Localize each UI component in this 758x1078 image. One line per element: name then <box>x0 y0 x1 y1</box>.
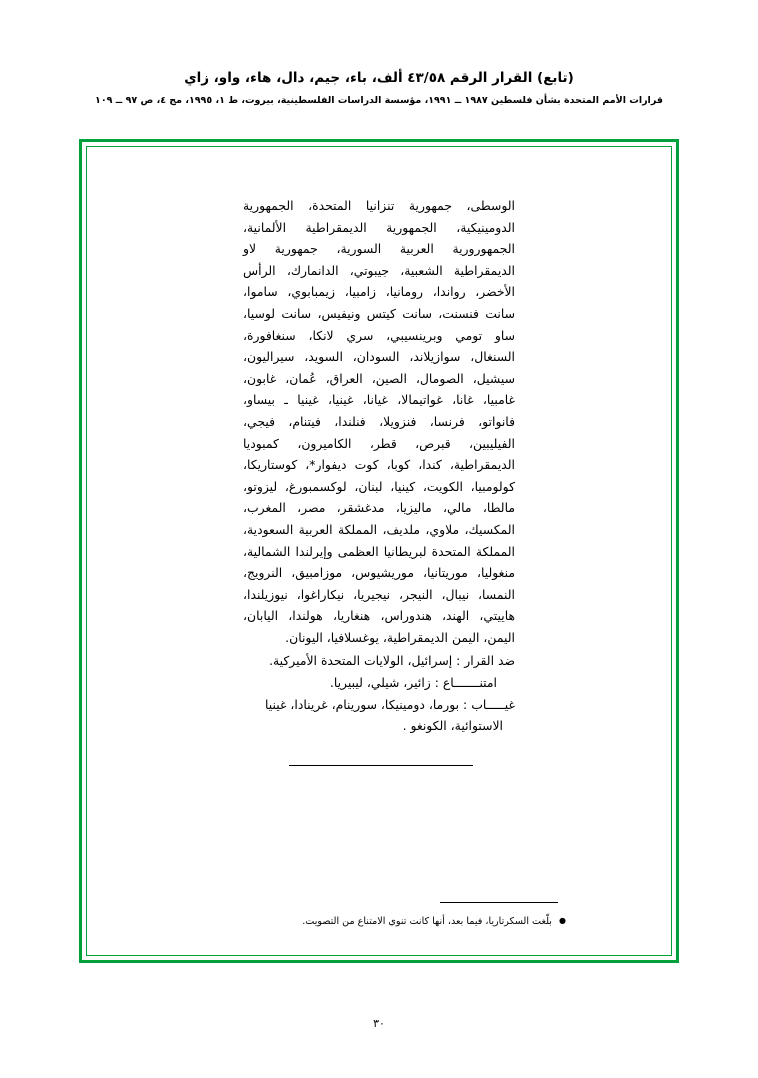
vote-row-absent <box>243 694 515 716</box>
document-body <box>0 195 758 766</box>
vote-separator-absent: : <box>463 696 468 712</box>
vote-value-absent-continuation: الاستوائية، الكونغو . <box>402 718 503 734</box>
vote-value-absent: بورما، دومينيكا، سورينام، غرينادا، غينيا <box>265 696 460 712</box>
footnote-divider <box>440 902 558 903</box>
vote-label-against: ضد القرار <box>464 653 515 669</box>
footnote <box>236 915 566 929</box>
page-header <box>0 68 758 108</box>
footnote-text: بلّغت السكرتاريا، فيما بعد، أنها كانت تنوي الامتناع من التصويت. <box>302 916 552 927</box>
nations-paragraph: الوسطى، جمهورية تنزانيا المتحدة، الجمهورية الدومينيكية، الجمهورية الديمقراطية الألمانية، الجمهورورية العربية السورية، جمهورية لاو الديمقراطية الشعبية، جيبوتي، الدانمارك، الرأس الأخضر، رواندا، رومانيا، زامبيا، زيمبابوي، ساموا، سانت فنسنت، سانت كيتس ونيفيس، سانت لوسيا، ساو تومي وبرينسيبي، سري لانكا، سنغافورة، السنغال، سوازيلاند، السودان، السويد، سيراليون، سيشيل، الصومال، الصين، العراق، عُمان، غابون، غامبيا، غانا، غواتيمالا، غيانا، غينيا، غينيا ـ بيساو، فانواتو، فرنسا، فنزويلا، فنلندا، فيتنام، فيجي، الفيليبين، قبرص، قطر، الكاميرون، كمبوديا الديمقراطية، كندا، كوبا، كوت ديفوار*، كوستاريكا، كولومبيا، الكويت، كينيا، لبنان، لوكسمبورغ، ليزوتو، مالطا، مالي، ماليزيا، مدغشقر، مصر، المغرب، المكسيك، ملاوي، ملديف، المملكة العربية السعودية، المملكة المتحدة لبريطانيا العظمى وإيرلندا الشمالية، منغوليا، موريتانيا، موريشيوس، موزامبيق، النرويج، النمسا، نيبال، النيجر، نيجيريا، نيكاراغوا، نيوزيلندا، هاييتي، الهند، هندوراس، هنغاريا، هولندا، اليابان، اليمن، اليمن الديمقراطية، يوغسلافيا، اليونان. <box>243 198 515 645</box>
text-column <box>243 195 515 766</box>
vote-row-abstain <box>243 672 515 694</box>
vote-separator-against: : <box>456 653 461 669</box>
vote-results <box>243 650 515 736</box>
vote-label-abstain: امتنـــــــاع <box>442 675 497 691</box>
vote-label-absent: غيـــــاب <box>471 696 515 712</box>
section-divider <box>289 765 473 766</box>
footnote-section <box>0 902 758 929</box>
vote-separator-abstain: : <box>434 675 439 691</box>
vote-row-against <box>243 650 515 672</box>
vote-value-abstain: زائير، شيلي، ليبيريا. <box>329 675 431 691</box>
vote-value-against: إسرائيل، الولايات المتحدة الأميركية. <box>269 653 453 669</box>
header-subtitle: قرارات الأمم المتحدة بشأن فلسطين ١٩٨٧ ــ ١٩٩١، مؤسسة الدراسات الفلسطينية، بيروت، ط ١، ١٩٩٥، مج ٤، ص ٩٧ ــ ١٠٩ <box>95 95 663 107</box>
page-number: ٣٠ <box>373 1017 385 1030</box>
footnote-bullet-icon: ● <box>559 916 566 925</box>
header-title: (تابع) القرار الرقم ٤٣/٥٨ ألف، باء، جيم، دال، هاء، واو، زاي <box>184 70 574 86</box>
